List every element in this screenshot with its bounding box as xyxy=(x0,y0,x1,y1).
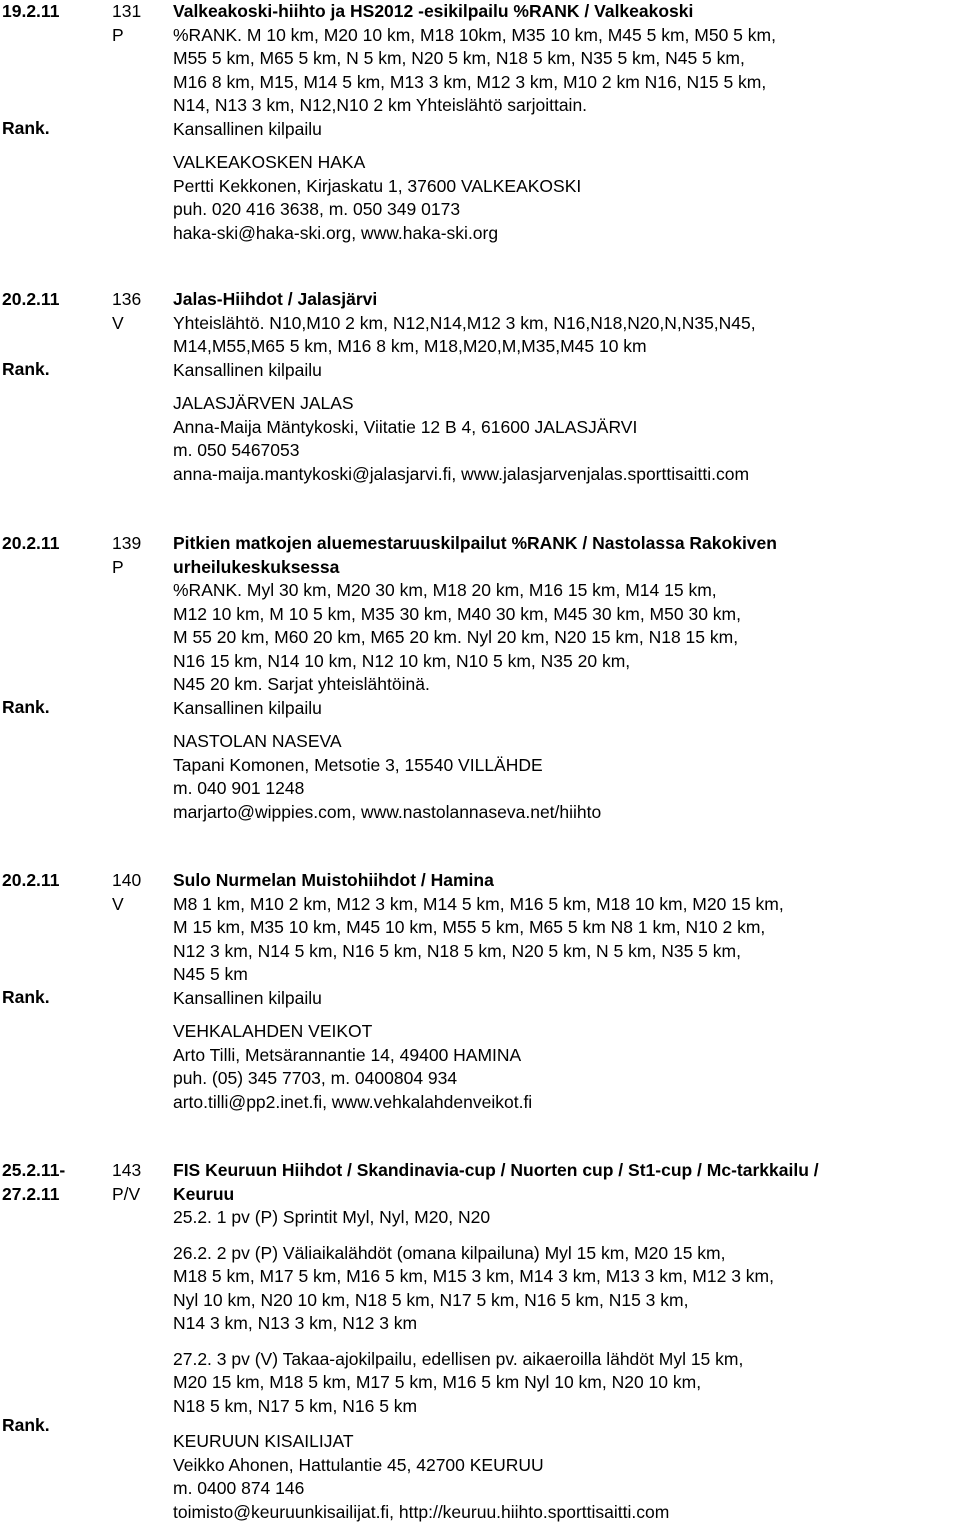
series-line: M16 8 km, M15, M14 5 km, M13 3 km, M12 3 km, M10 2 km N16, N15 5 km, xyxy=(173,71,960,95)
series-line: N14, N13 3 km, N12,N10 2 km Yhteislähtö sarjoittain. xyxy=(173,94,960,118)
organizer-address: Pertti Kekkonen, Kirjaskatu 1, 37600 VALKEAKOSKI xyxy=(173,175,960,199)
organizer-phone: m. 050 5467053 xyxy=(173,439,960,463)
organizer-address: Anna-Maija Mäntykoski, Viitatie 12 B 4, 61600 JALASJÄRVI xyxy=(173,416,960,440)
organizer-address: Tapani Komonen, Metsotie 3, 15540 VILLÄHDE xyxy=(173,754,960,778)
competition-category: Kansallinen kilpailu xyxy=(173,118,960,142)
event-body xyxy=(173,532,960,824)
organizer-phone: puh. (05) 345 7703, m. 0400804 934 xyxy=(173,1067,960,1091)
organizer-email-web: haka-ski@haka-ski.org, www.haka-ski.org xyxy=(173,222,960,246)
rank-label: Rank. xyxy=(2,117,50,141)
organizer-email-web: arto.tilli@pp2.inet.fi, www.vehkalahdenveikot.fi xyxy=(173,1091,960,1115)
event-number: 131 P xyxy=(112,0,162,47)
organizer-club: VALKEAKOSKEN HAKA xyxy=(173,151,960,175)
event-date: 19.2.11 xyxy=(2,0,102,24)
program-day-2: M18 5 km, M17 5 km, M16 5 km, M15 3 km, M14 3 km, M13 3 km, M12 3 km, xyxy=(173,1265,960,1289)
event-title: Valkeakoski-hiihto ja HS2012 -esikilpailu %RANK / Valkeakoski xyxy=(173,0,960,24)
series-line: %RANK. Myl 30 km, M20 30 km, M18 20 km, M16 15 km, M14 15 km, xyxy=(173,579,960,603)
event-type: V xyxy=(112,312,162,336)
event-number: 136 V xyxy=(112,288,162,335)
organizer-email-web: toimisto@keuruunkisailijat.fi, http://keuruu.hiihto.sporttisaitti.com xyxy=(173,1501,960,1524)
organizer-club: JALASJÄRVEN JALAS xyxy=(173,392,960,416)
series-line: N12 3 km, N14 5 km, N16 5 km, N18 5 km, N20 5 km, N 5 km, N35 5 km, xyxy=(173,940,960,964)
competition-category: Kansallinen kilpailu xyxy=(173,359,960,383)
organizer-email-web: marjarto@wippies.com, www.nastolannaseva.net/hiihto xyxy=(173,801,960,825)
organizer-address: Veikko Ahonen, Hattulantie 45, 42700 KEURUU xyxy=(173,1454,960,1478)
event-date: 25.2.11- 27.2.11 xyxy=(2,1159,102,1206)
program-day-2: Nyl 10 km, N20 10 km, N18 5 km, N17 5 km, N16 5 km, N15 3 km, xyxy=(173,1289,960,1313)
event-type: P/V xyxy=(112,1183,162,1207)
series-line: M55 5 km, M65 5 km, N 5 km, N20 5 km, N18 5 km, N35 5 km, N45 5 km, xyxy=(173,47,960,71)
competition-category: Kansallinen kilpailu xyxy=(173,697,960,721)
competition-category: Kansallinen kilpailu xyxy=(173,987,960,1011)
event-body xyxy=(173,1159,960,1524)
series-line: N45 5 km xyxy=(173,963,960,987)
event-body xyxy=(173,869,960,1114)
program-day-3: M20 15 km, M18 5 km, M17 5 km, M16 5 km Nyl 10 km, N20 10 km, xyxy=(173,1371,960,1395)
event-type: P xyxy=(112,556,162,580)
program-day-2: N14 3 km, N13 3 km, N12 3 km xyxy=(173,1312,960,1336)
event-title: Sulo Nurmelan Muistohiihdot / Hamina xyxy=(173,869,960,893)
series-line: M8 1 km, M10 2 km, M12 3 km, M14 5 km, M16 5 km, M18 10 km, M20 15 km, xyxy=(173,893,960,917)
organizer-club: KEURUUN KISAILIJAT xyxy=(173,1430,960,1454)
series-line: M12 10 km, M 10 5 km, M35 30 km, M40 30 km, M45 30 km, M50 30 km, xyxy=(173,603,960,627)
event-title: Keuruu xyxy=(173,1183,960,1207)
event-type: V xyxy=(112,893,162,917)
organizer-phone: m. 040 901 1248 xyxy=(173,777,960,801)
event-number: 139 P xyxy=(112,532,162,579)
event-number: 140 V xyxy=(112,869,162,916)
organizer-phone: m. 0400 874 146 xyxy=(173,1477,960,1501)
organizer-club: VEHKALAHDEN VEIKOT xyxy=(173,1020,960,1044)
event-date: 20.2.11 xyxy=(2,869,102,893)
rank-label: Rank. xyxy=(2,986,50,1010)
event-body xyxy=(173,288,960,486)
program-day-1: 25.2. 1 pv (P) Sprintit Myl, Nyl, M20, N20 xyxy=(173,1206,960,1230)
event-type: P xyxy=(112,24,162,48)
event-date: 20.2.11 xyxy=(2,288,102,312)
series-line: N45 20 km. Sarjat yhteislähtöinä. xyxy=(173,673,960,697)
series-line: M14,M55,M65 5 km, M16 8 km, M18,M20,M,M35,M45 10 km xyxy=(173,335,960,359)
event-title: Pitkien matkojen aluemestaruuskilpailut %RANK / Nastolassa Rakokiven xyxy=(173,532,960,556)
rank-label: Rank. xyxy=(2,696,50,720)
event-title: urheilukeskuksessa xyxy=(173,556,960,580)
program-day-2: 26.2. 2 pv (P) Väliaikalähdöt (omana kilpailuna) Myl 15 km, M20 15 km, xyxy=(173,1242,960,1266)
organizer-phone: puh. 020 416 3638, m. 050 349 0173 xyxy=(173,198,960,222)
event-date: 20.2.11 xyxy=(2,532,102,556)
rank-label: Rank. xyxy=(2,1414,50,1438)
organizer-club: NASTOLAN NASEVA xyxy=(173,730,960,754)
event-body xyxy=(173,0,960,245)
program-day-3: N18 5 km, N17 5 km, N16 5 km xyxy=(173,1395,960,1419)
program-day-3: 27.2. 3 pv (V) Takaa-ajokilpailu, edellisen pv. aikaeroilla lähdöt Myl 15 km, xyxy=(173,1348,960,1372)
series-line: M 15 km, M35 10 km, M45 10 km, M55 5 km, M65 5 km N8 1 km, N10 2 km, xyxy=(173,916,960,940)
organizer-email-web: anna-maija.mantykoski@jalasjarvi.fi, www.jalasjarvenjalas.sporttisaitti.com xyxy=(173,463,960,487)
event-title: FIS Keuruun Hiihdot / Skandinavia-cup / Nuorten cup / St1-cup / Mc-tarkkailu / xyxy=(173,1159,960,1183)
series-line: N16 15 km, N14 10 km, N12 10 km, N10 5 km, N35 20 km, xyxy=(173,650,960,674)
series-line: Yhteislähtö. N10,M10 2 km, N12,N14,M12 3 km, N16,N18,N20,N,N35,N45, xyxy=(173,312,960,336)
rank-label: Rank. xyxy=(2,358,50,382)
event-title: Jalas-Hiihdot / Jalasjärvi xyxy=(173,288,960,312)
series-line: M 55 20 km, M60 20 km, M65 20 km. Nyl 20 km, N20 15 km, N18 15 km, xyxy=(173,626,960,650)
series-line: %RANK. M 10 km, M20 10 km, M18 10km, M35 10 km, M45 5 km, M50 5 km, xyxy=(173,24,960,48)
organizer-address: Arto Tilli, Metsärannantie 14, 49400 HAMINA xyxy=(173,1044,960,1068)
event-number: 143 P/V xyxy=(112,1159,162,1206)
